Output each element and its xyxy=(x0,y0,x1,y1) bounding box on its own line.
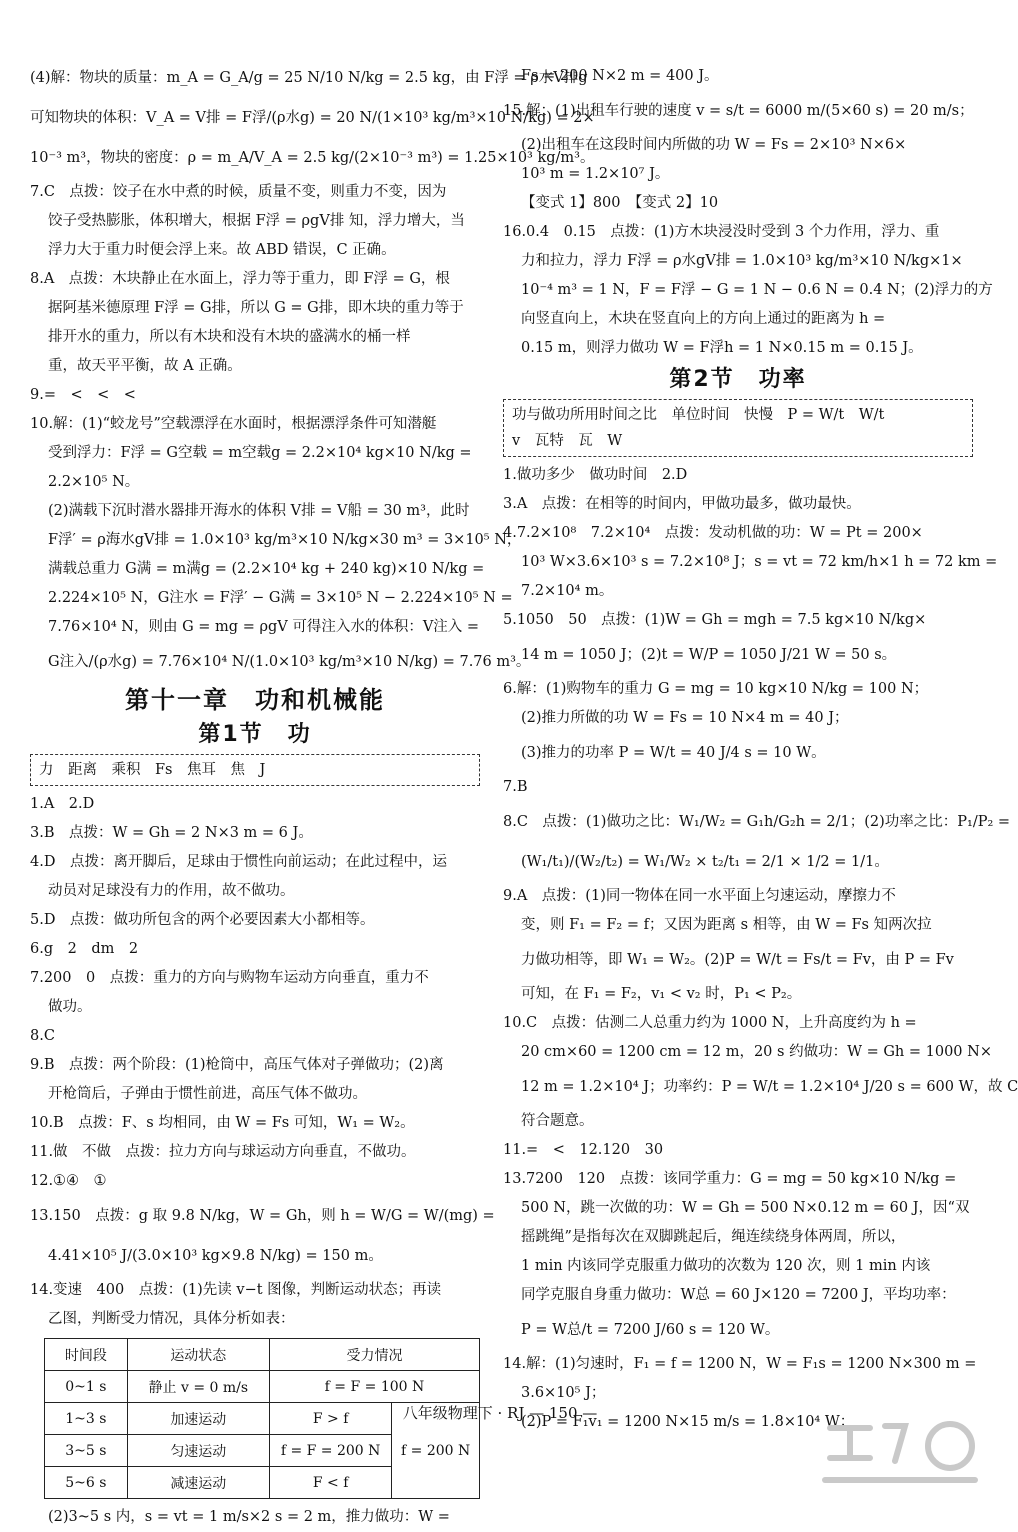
text-line: 据阿基米德原理 F浮 = G排，所以 G = G排，即木块的重力等于 xyxy=(48,300,464,316)
text-line: 20 cm×60 = 1200 cm = 12 m，20 s 约做功：W = Gh = 1000 N× xyxy=(521,1044,992,1060)
text-line: 4.41×10⁵ J/(3.0×10³ kg×9.8 N/kg) = 150 m。 xyxy=(48,1248,383,1264)
text-line: (2)推力所做的功 W = Fs = 10 N×4 m = 40 J； xyxy=(521,710,849,726)
text-line: 7.200 0 点拨：重力的方向与购物车运动方向垂直，重力不 xyxy=(30,970,429,986)
text-line: 向竖直向上，木块在竖直向上的方向上通过的距离为 h = xyxy=(521,311,886,327)
text-line: 1.A 2.D xyxy=(30,796,95,812)
text-line: 10.C 点拨：估测二人总重力约为 1000 N，上升高度约为 h = xyxy=(503,1015,917,1031)
text-line: 4.D 点拨：离开脚后，足球由于惯性向前运动；在此过程中，运 xyxy=(30,854,447,870)
table-cell: 1~3 s xyxy=(45,1403,128,1435)
text-line: 16.0.4 0.15 点拨：(1)方木块浸没时受到 3 个力作用，浮力、重 xyxy=(503,224,940,240)
text-line: 可知，在 F₁ = F₂，v₁ < v₂ 时，P₁ < P₂。 xyxy=(521,986,802,1002)
text-line: 饺子受热膨胀，体积增大，根据 F浮 = ρgV排 知，浮力增大，当 xyxy=(48,213,465,229)
text-line: 11.做 不做 点拨：拉力方向与球运动方向垂直，不做功。 xyxy=(30,1144,416,1160)
text-line: 同学克服自身重力做功：W总 = 60 J×120 = 7200 J，平均功率： xyxy=(521,1287,956,1303)
text-line: 开枪筒后，子弹由于惯性前进，高压气体不做功。 xyxy=(48,1086,367,1102)
watermark-logo-icon xyxy=(810,1408,990,1498)
text-line: (3)推力的功率 P = W/t = 40 J/4 s = 10 W。 xyxy=(521,745,826,761)
table-row xyxy=(45,1371,480,1403)
text-line: (2)P = F₁v₁ = 1200 N×15 m/s = 1.8×10⁴ W； xyxy=(521,1414,855,1430)
text-line: 500 N，跳一次做的功：W = Gh = 500 N×0.12 m = 60 J，因“双 xyxy=(521,1200,970,1216)
text-line: 满载总重力 G满 = m满g = (2.2×10⁴ kg + 240 kg)×10 N/kg = xyxy=(48,561,485,577)
section-title: 第2节 功率 xyxy=(669,367,807,392)
text-line: (2)满载下沉时潜水器排开海水的体积 V排 = V船 = 30 m³，此时 xyxy=(48,503,470,519)
text-line: 变，则 F₁ = F₂ = f；又因为距离 s 相等，由 W = Fs 知两次拉 xyxy=(521,917,932,933)
table-header: 受力情况 xyxy=(269,1339,479,1371)
text-line: 10⁻³ m³，物块的密度：ρ = m_A/V_A = 2.5 kg/(2×10⁻³ m³) = 1.25×10³ kg/m³。 xyxy=(30,150,595,166)
text-line: 9.A 点拨：(1)同一物体在同一水平面上匀速运动，摩擦力不 xyxy=(503,888,896,904)
summary-box xyxy=(30,754,480,786)
text-line: 3.A 点拨：在相等的时间内，甲做功最多，做功最快。 xyxy=(503,496,861,512)
summary-line: 功与做功所用时间之比 单位时间 快慢 P = W/t W/t xyxy=(512,407,885,423)
text-line: 4.7.2×10⁸ 7.2×10⁴ 点拨：发动机做的功：W = Pt = 200× xyxy=(503,525,923,541)
table-header-row xyxy=(45,1339,480,1371)
text-line: 8.C xyxy=(30,1028,55,1044)
table-cell: 减速运动 xyxy=(127,1467,269,1499)
text-line: 9.= < < < xyxy=(30,387,136,403)
table-cell: 3~5 s xyxy=(45,1435,128,1467)
text-line: 动员对足球没有力的作用，故不做功。 xyxy=(48,883,295,899)
table-cell: F > f xyxy=(269,1403,391,1435)
text-line: 7.76×10⁴ N，则由 G = mg = ρgV 可得注入水的体积：V注入 = xyxy=(48,619,480,635)
table-cell: 0~1 s xyxy=(45,1371,128,1403)
text-line: 13.150 点拨：g 取 9.8 N/kg，W = Gh，则 h = W/G = W/(mg) = xyxy=(30,1208,495,1224)
text-line: 【变式 1】800 【变式 2】10 xyxy=(521,195,719,211)
table-cell: f = F = 100 N xyxy=(269,1371,479,1403)
text-line: 做功。 xyxy=(48,999,92,1015)
text-line: 15.解：(1)出租车行驶的速度 v = s/t = 6000 m/(5×60 s) = 20 m/s； xyxy=(503,103,974,119)
text-line: 1 min 内该同学克服重力做功的次数为 120 次，则 1 min 内该 xyxy=(521,1258,931,1274)
text-line: 7.2×10⁴ m。 xyxy=(521,583,614,599)
text-line: 5.1050 50 点拨：(1)W = Gh = mgh = 7.5 kg×10 N/kg× xyxy=(503,612,927,628)
text-line: 7.C 点拨：饺子在水中煮的时候，质量不变，则重力不变，因为 xyxy=(30,184,447,200)
table-cell: 匀速运动 xyxy=(127,1435,269,1467)
text-line: 3.6×10⁵ J； xyxy=(521,1385,606,1401)
text-line: 乙图，判断受力情况，具体分析如表： xyxy=(48,1311,295,1327)
text-line: Fs = 200 N×2 m = 400 J。 xyxy=(521,68,719,84)
text-line: 7.B xyxy=(503,779,528,795)
text-line: 浮力大于重力时便会浮上来。故 ABD 错误，C 正确。 xyxy=(48,242,396,258)
text-line: (W₁/t₁)/(W₂/t₂) = W₁/W₂ × t₂/t₁ = 2/1 × 1/2 = 1/1。 xyxy=(521,854,889,870)
text-line: 10.解：(1)“蛟龙号”空载漂浮在水面时，根据漂浮条件可知潜艇 xyxy=(30,416,437,432)
text-line: 力和拉力，浮力 F浮 = ρ水gV排 = 1.0×10³ kg/m³×10 N/kg×1× xyxy=(521,253,963,269)
text-line: 14 m = 1050 J；(2)t = W/P = 1050 J/21 W = 50 s。 xyxy=(521,647,897,663)
text-line: 3.B 点拨：W = Gh = 2 N×3 m = 6 J。 xyxy=(30,825,313,841)
table-header: 时间段 xyxy=(45,1339,128,1371)
section-title: 第1节 功 xyxy=(198,722,312,747)
text-line: G注入/(ρ水g) = 7.76×10⁴ N/(1.0×10³ kg/m³×10 N/kg) = 7.76 m³。 xyxy=(48,654,531,670)
text-line: 符合题意。 xyxy=(521,1113,594,1129)
table-cell: F < f xyxy=(269,1467,391,1499)
text-line: 9.B 点拨：两个阶段：(1)枪筒中，高压气体对子弹做功；(2)离 xyxy=(30,1057,444,1073)
text-line: 10⁻⁴ m³ = 1 N，F = F浮 − G = 1 N − 0.6 N = 0.4 N；(2)浮力的方 xyxy=(521,282,993,298)
summary-line: v 瓦特 瓦 W xyxy=(512,433,623,449)
text-line: 8.C 点拨：(1)做功之比：W₁/W₂ = G₁h/G₂h = 2/1；(2)功率之比：P₁/P₂ = xyxy=(503,814,1011,830)
text-line: 12.①④ ① xyxy=(30,1173,107,1189)
chapter-title: 第十一章 功和机械能 xyxy=(125,686,385,714)
text-line: 10.B 点拨：F、s 均相同，由 W = Fs 可知，W₁ = W₂。 xyxy=(30,1115,415,1131)
table-cell-merged: f = 200 N xyxy=(392,1403,480,1499)
text-line: 可知物块的体积：V_A = V排 = F浮/(ρ水g) = 20 N/(1×10³ kg/m³×10 N/kg) = 2× xyxy=(30,110,595,126)
table-cell: f = F = 200 N xyxy=(269,1435,391,1467)
text-line: 0.15 m，则浮力做功 W = F浮h = 1 N×0.15 m = 0.15 J。 xyxy=(521,340,923,356)
text-line: 2.2×10⁵ N。 xyxy=(48,474,140,490)
text-line: 11.= < 12.120 30 xyxy=(503,1142,664,1158)
text-line: 8.A 点拨：木块静止在水面上，浮力等于重力，即 F浮 = G，根 xyxy=(30,271,450,287)
summary-box xyxy=(503,399,973,457)
text-line: 重，故天平平衡，故 A 正确。 xyxy=(48,358,242,374)
text-line: (2)3~5 s 内，s = vt = 1 m/s×2 s = 2 m，推力做功：W = xyxy=(48,1509,450,1525)
text-line: 6.解：(1)购物车的重力 G = mg = 10 kg×10 N/kg = 100 N； xyxy=(503,681,929,697)
summary-line: 力 距离 乘积 Fs 焦耳 焦 J xyxy=(39,762,266,778)
table-header: 运动状态 xyxy=(127,1339,269,1371)
table-cell: 静止 v = 0 m/s xyxy=(127,1371,269,1403)
text-line: 10³ m = 1.2×10⁷ J。 xyxy=(521,166,670,182)
text-line: 14.变速 400 点拨：(1)先读 v−t 图像，判断运动状态；再读 xyxy=(30,1282,442,1298)
text-line: 排开水的重力，所以有木块和没有木块的盛满水的桶一样 xyxy=(48,329,411,345)
text-line: 力做功相等，即 W₁ = W₂。(2)P = W/t = Fs/t = Fv，由 P = Fv xyxy=(521,952,954,968)
page-footer: 八年级物理下 · RJ — 150 — xyxy=(402,1404,598,1422)
text-line: 受到浮力：F浮 = G空载 = m空载g = 2.2×10⁴ kg×10 N/kg = xyxy=(48,445,472,461)
text-line: 6.g 2 dm 2 xyxy=(30,941,139,957)
text-line: (4)解：物块的质量：m_A = G_A/g = 25 N/10 N/kg = 2.5 kg，由 F浮 = ρ水V排g xyxy=(30,70,588,86)
text-line: 12 m = 1.2×10⁴ J；功率约：P = W/t = 1.2×10⁴ J/20 s = 600 W，故 C xyxy=(521,1079,1018,1095)
text-line: 14.解：(1)匀速时，F₁ = f = 1200 N，W = F₁s = 1200 N×300 m = xyxy=(503,1356,977,1372)
text-line: (2)出租车在这段时间内所做的功 W = Fs = 2×10³ N×6× xyxy=(521,137,907,153)
text-line: 摇跳绳”是指每次在双脚跳起后，绳连续绕身体两周，所以， xyxy=(521,1229,906,1245)
text-line: 13.7200 120 点拨：该同学重力：G = mg = 50 kg×10 N/kg = xyxy=(503,1171,957,1187)
text-line: F浮′ = ρ海水gV排 = 1.0×10³ kg/m³×10 N/kg×30 m³ = 3×10⁵ N， xyxy=(48,532,522,548)
text-line: 10³ W×3.6×10³ s = 7.2×10⁸ J；s = vt = 72 km/h×1 h = 72 km = xyxy=(521,554,998,570)
text-line: 1.做功多少 做功时间 2.D xyxy=(503,467,688,483)
right-column xyxy=(503,62,1018,1437)
text-line: 5.D 点拨：做功所包含的两个必要因素大小都相等。 xyxy=(30,912,375,928)
table-cell: 5~6 s xyxy=(45,1467,128,1499)
text-line: 2.224×10⁵ N，G注水 = F浮′ − G满 = 3×10⁵ N − 2.224×10⁵ N = xyxy=(48,590,513,606)
text-line: P = W总/t = 7200 J/60 s = 120 W。 xyxy=(521,1322,780,1338)
table-cell: 加速运动 xyxy=(127,1403,269,1435)
